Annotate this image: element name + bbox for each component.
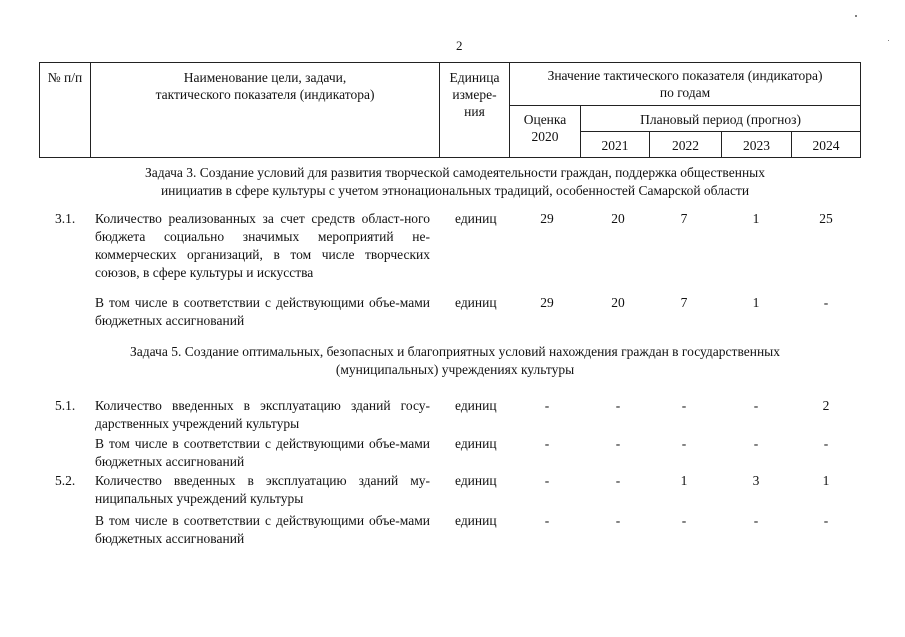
header-col-value-line1: Значение тактического показателя (индикатора) — [547, 68, 823, 83]
header-col-num-text: № п/п — [47, 70, 83, 85]
task-5-title-line2: (муниципальных) учреждениях культуры — [335, 362, 575, 377]
value-2021: - — [615, 473, 621, 488]
row-unit: единиц — [455, 211, 497, 226]
value-2023: 1 — [752, 295, 760, 310]
row-name: В том числе в соответствии с действующими объе-мами бюджетных ассигнований — [95, 436, 430, 469]
row-number: 3.1. — [55, 211, 76, 226]
task-3-title-line2: инициатив в сфере культуры с учетом этнонациональных традиций, особенностей Самарской области — [160, 183, 750, 198]
page-number: 2 — [456, 38, 463, 53]
header-year-2023: 2023 — [722, 132, 792, 158]
value-2021: 20 — [611, 295, 625, 310]
row-unit: единиц — [455, 398, 497, 413]
header-year-2021: 2021 — [581, 132, 650, 158]
header-col-unit-text: Единица измере-ния — [449, 70, 500, 119]
value-2023: 3 — [752, 473, 760, 488]
row-name: Количество введенных в эксплуатацию зданий му-ниципальных учреждений культуры — [95, 473, 430, 506]
value-2024: - — [823, 436, 829, 451]
value-2022: - — [681, 513, 687, 528]
value-2022: 7 — [680, 211, 688, 226]
value-2020: - — [544, 513, 550, 528]
value-2020: 29 — [540, 211, 554, 226]
value-2024: 2 — [822, 398, 830, 413]
row-unit: единиц — [455, 436, 497, 451]
header-col-name — [91, 63, 440, 158]
row-name: Количество реализованных за счет средств област-ного бюджета социально значимых мероприятий не-коммерческих организаций, в том числе творческих союзов, в сфере культуры и искусства — [95, 211, 430, 280]
task-3-title — [60, 164, 850, 200]
value-2024: 1 — [822, 473, 830, 488]
row-name: Количество введенных в эксплуатацию зданий госу-дарственных учреждений культуры — [95, 398, 430, 431]
table-header — [39, 62, 861, 158]
header-col-name-line1: Наименование цели, задачи, — [183, 70, 347, 85]
value-2024: - — [823, 295, 829, 310]
scan-speck — [888, 40, 889, 41]
row-unit: единиц — [455, 513, 497, 528]
header-col-name-line2: тактического показателя (индикатора) — [155, 87, 375, 102]
task-3-title-line1: Задача 3. Создание условий для развития творческой самодеятельности граждан, поддержка общественных — [145, 165, 765, 180]
value-2022: 7 — [680, 295, 688, 310]
row-number: 5.2. — [55, 473, 76, 488]
header-col-plan — [581, 106, 861, 132]
header-col-unit — [440, 63, 510, 158]
row-name: В том числе в соответствии с действующими объе-мами бюджетных ассигнований — [95, 513, 430, 546]
value-2024: 25 — [819, 211, 833, 226]
value-2021: - — [615, 398, 621, 413]
value-2024: - — [823, 513, 829, 528]
header-col-estimate — [510, 106, 581, 158]
value-2023: - — [753, 398, 759, 413]
header-col-value-line2: по годам — [659, 85, 711, 100]
value-2021: - — [615, 513, 621, 528]
value-2020: 29 — [540, 295, 554, 310]
value-2021: 20 — [611, 211, 625, 226]
header-col-num — [40, 63, 91, 158]
scan-speck — [855, 15, 857, 17]
value-2023: - — [753, 436, 759, 451]
row-number: 5.1. — [55, 398, 76, 413]
value-2020: - — [544, 473, 550, 488]
value-2021: - — [615, 436, 621, 451]
value-2022: - — [681, 436, 687, 451]
value-2023: - — [753, 513, 759, 528]
value-2023: 1 — [752, 211, 760, 226]
row-unit: единиц — [455, 473, 497, 488]
value-2020: - — [544, 436, 550, 451]
header-year-2024: 2024 — [792, 132, 861, 158]
task-5-title — [60, 343, 850, 379]
value-2020: - — [544, 398, 550, 413]
header-year-2022: 2022 — [650, 132, 722, 158]
header-col-plan-text: Плановый период (прогноз) — [640, 112, 801, 127]
row-unit: единиц — [455, 295, 497, 310]
task-5-title-line1: Задача 5. Создание оптимальных, безопасных и благоприятных условий нахождения граждан в государственных — [129, 344, 780, 359]
header-col-estimate-text: Оценка 2020 — [523, 112, 567, 144]
header-col-value — [510, 63, 861, 106]
row-name: В том числе в соответствии с действующими объе-мами бюджетных ассигнований — [95, 295, 430, 328]
value-2022: - — [681, 398, 687, 413]
value-2022: 1 — [680, 473, 688, 488]
